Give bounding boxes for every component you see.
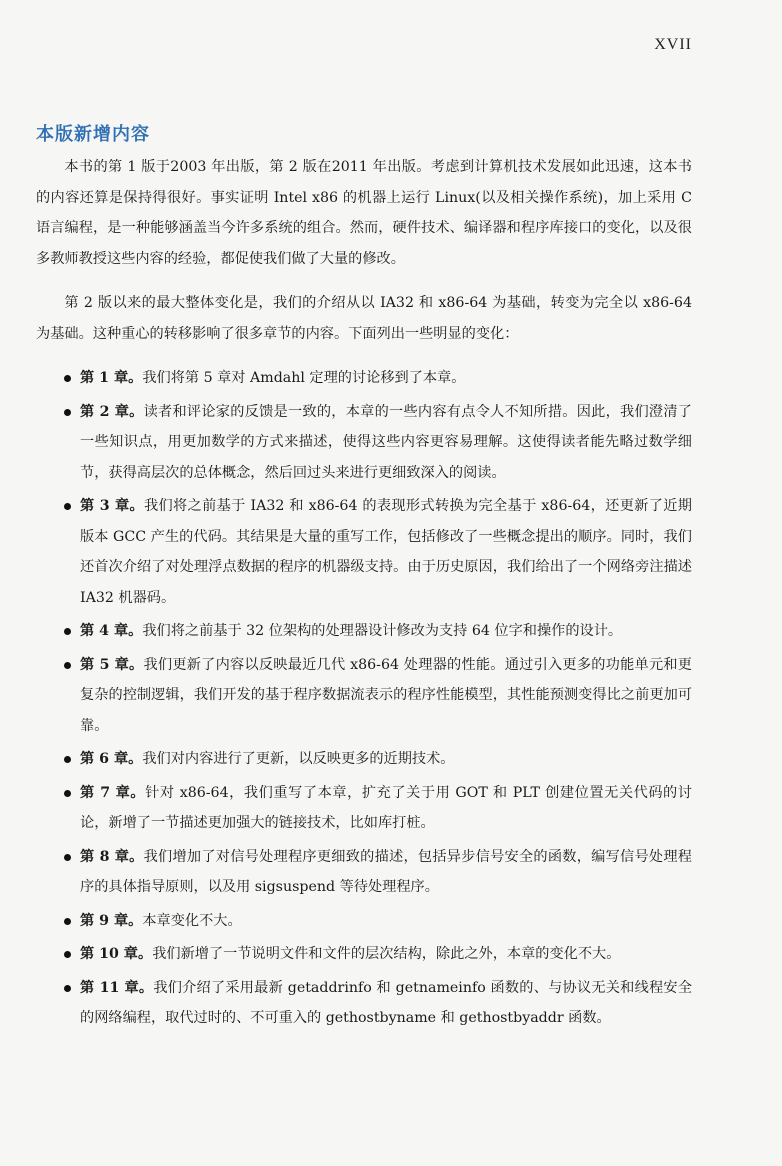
list-item-text: 针对 x86-64，我们重写了本章，扩充了关于用 GOT 和 PLT 创建位置无关代码的讨论，新增了一节描述更加强大的链接技术，比如库打桩。: [80, 784, 692, 831]
section-title: 本版新增内容: [36, 124, 150, 145]
bullet-icon: [64, 503, 71, 510]
list-item-text: 我们将之前基于 32 位架构的处理器设计修改为支持 64 位字和操作的设计。: [142, 623, 623, 639]
list-item-text: 我们将第 5 章对 Amdahl 定理的讨论移到了本章。: [142, 370, 466, 386]
list-item-text: 我们新增了一节说明文件和文件的层次结构，除此之外，本章的变化不大。: [152, 946, 621, 962]
bullet-icon: [64, 409, 71, 416]
chapter-label: 第 4 章。: [80, 623, 143, 639]
list-item-text: 我们介绍了采用最新 getaddrinfo 和 getnameinfo 函数的、与协议无关和线程安全的网络编程，取代过时的、不可重入的 gethostbyname 和 gethostbyaddr 函数。: [80, 979, 693, 1026]
body-content: [36, 152, 692, 1037]
page-number: XVII: [654, 36, 692, 53]
list-item-text: 我们更新了内容以反映最近几代 x86-64 处理器的性能。通过引入更多的功能单元和更复杂的控制逻辑，我们开发的基于程序数据流表示的程序性能模型，其性能预测变得比之前更加可靠。: [80, 656, 692, 734]
bullet-icon: [64, 375, 71, 382]
chapter-changes-list: [36, 363, 692, 1034]
bullet-icon: [64, 662, 71, 669]
list-item: [36, 842, 692, 903]
bullet-icon: [64, 756, 71, 763]
changes-overview-paragraph: 第 2 版以来的最大整体变化是，我们的介绍从以 IA32 和 x86-64 为基础，转变为完全以 x86-64 为基础。这种重心的转移影响了很多章节的内容。下面列出一些明显的变化：: [36, 295, 692, 342]
list-item: [36, 616, 692, 647]
list-item: [36, 778, 692, 839]
list-item-text: 读者和评论家的反馈是一致的，本章的一些内容有点令人不知所措。因此，我们澄清了一些知识点，用更加数学的方式来描述，使得这些内容更容易理解。这使得读者能先略过数学细节，获得高层次的总体概念，然后回过头来进行更细致深入的阅读。: [80, 403, 692, 481]
bullet-icon: [64, 951, 71, 958]
bullet-icon: [64, 790, 71, 797]
list-item-text: 我们将之前基于 IA32 和 x86-64 的表现形式转换为完全基于 x86-64，还更新了近期版本 GCC 产生的代码。其结果是大量的重写工作，包括修改了一些概念提出的顺序。同时，我们还首次介绍了对处理浮点数据的程序的机器级支持。由于历史原因，我们给出了一个网络旁注描述 IA32 机器码。: [80, 498, 692, 606]
list-item: [36, 973, 692, 1034]
list-item-text: 我们增加了对信号处理程序更细致的描述，包括异步信号安全的函数，编写信号处理程序的具体指导原则，以及用 sigsuspend 等待处理程序。: [80, 848, 692, 895]
chapter-label: 第 5 章。: [80, 656, 144, 673]
chapter-label: 第 9 章。: [80, 912, 143, 929]
chapter-label: 第 2 章。: [80, 403, 144, 420]
intro-paragraph: 本书的第 1 版于2003 年出版，第 2 版在2011 年出版。考虑到计算机技术发展如此迅速，这本书的内容还算是保持得很好。事实证明 Intel x86 的机器上运行 Linux(以及相关操作系统)，加上采用 C 语言编程，是一种能够涵盖当今许多系统的组合。然而，硬件技术、编译器和程序库接口的变化，以及很多教师教授这些内容的经验，都促使我们做了大量的修改。: [36, 159, 692, 267]
bullet-icon: [64, 854, 71, 861]
list-item-text: 本章变化不大。: [142, 912, 242, 929]
chapter-label: 第 7 章。: [80, 784, 146, 801]
chapter-label: 第 3 章。: [80, 498, 144, 514]
chapter-label: 第 11 章。: [80, 979, 154, 996]
bullet-icon: [64, 918, 71, 925]
list-item: [36, 650, 692, 742]
bullet-icon: [64, 628, 71, 635]
list-item: [36, 906, 692, 937]
list-item: [36, 744, 692, 775]
list-item: [36, 491, 692, 613]
list-item: [36, 939, 692, 970]
bullet-icon: [64, 985, 71, 992]
chapter-label: 第 8 章。: [80, 848, 144, 865]
chapter-label: 第 1 章。: [80, 370, 143, 386]
list-item-text: 我们对内容进行了更新，以反映更多的近期技术。: [142, 751, 455, 767]
chapter-label: 第 6 章。: [80, 751, 143, 767]
chapter-label: 第 10 章。: [80, 946, 153, 962]
list-item: [36, 397, 692, 489]
list-item: [36, 363, 692, 394]
